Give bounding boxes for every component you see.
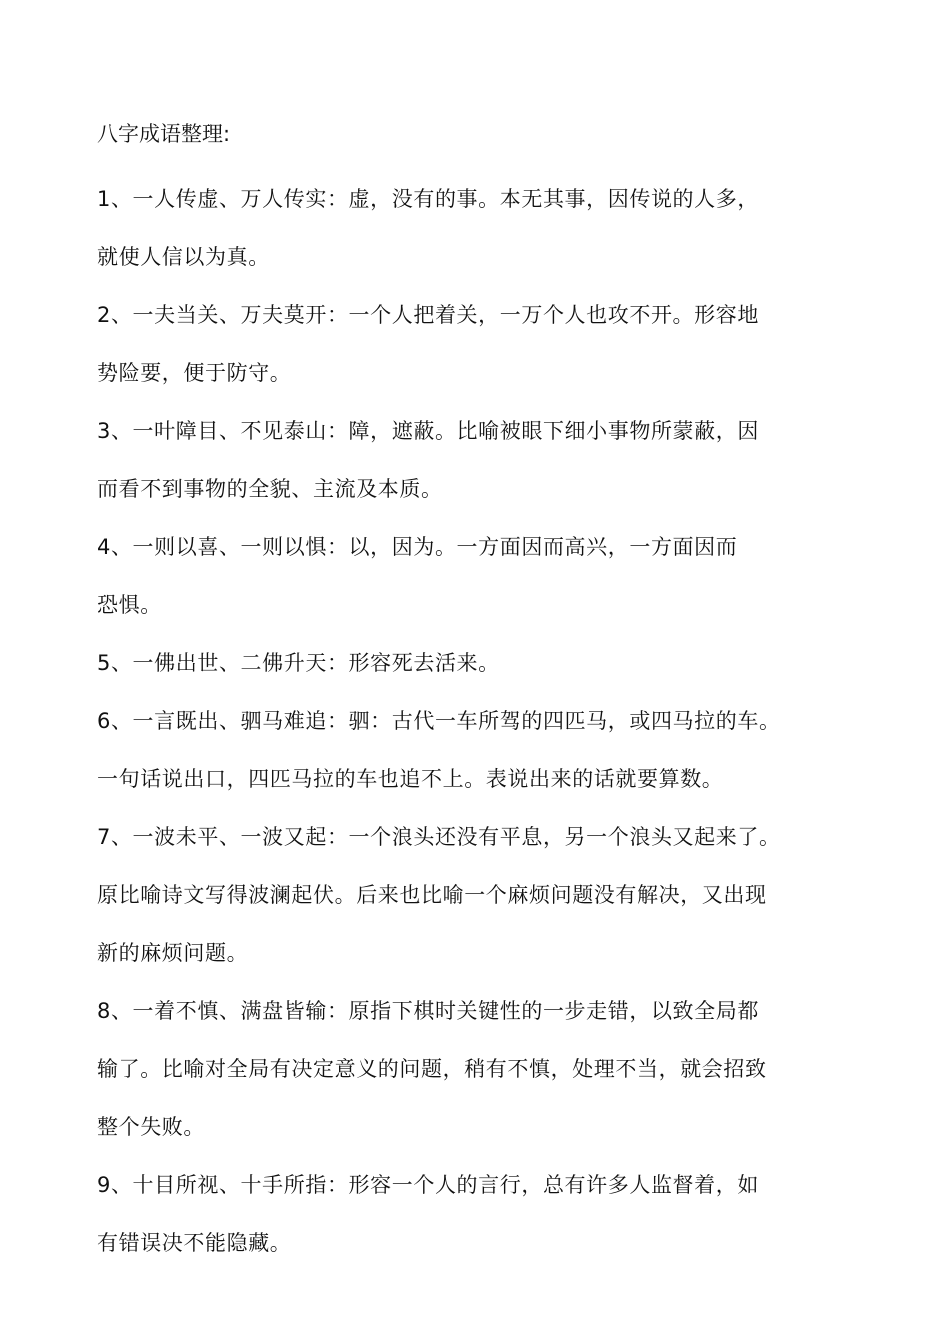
entry-line: 1、一人传虚、万人传实：虚，没有的事。本无其事，因传说的人多， (97, 187, 759, 211)
entry-line: 而看不到事物的全貌、主流及本质。 (97, 477, 443, 501)
entry-line: 恐惧。 (97, 593, 162, 617)
entry-line: 新的麻烦问题。 (97, 941, 249, 965)
idiom-entry-2 (97, 286, 867, 402)
entry-line: 2、一夫当关、万夫莫开：一个人把着关，一万个人也攻不开。形容地 (97, 303, 759, 327)
entry-line: 4、一则以喜、一则以惧：以，因为。一方面因而高兴，一方面因而 (97, 535, 738, 559)
entry-line: 5、一佛出世、二佛升天：形容死去活来。 (97, 651, 500, 675)
idiom-entry-5 (97, 634, 867, 692)
entry-line: 9、十目所视、十手所指：形容一个人的言行，总有许多人监督着，如 (97, 1173, 759, 1197)
idiom-entry-4 (97, 518, 867, 634)
entry-line: 就使人信以为真。 (97, 245, 270, 269)
document-title: 八字成语整理: (97, 122, 231, 146)
entry-line: 6、一言既出、驷马难追：驷：古代一车所驾的四匹马，或四马拉的车。 (97, 709, 781, 733)
idiom-entry-6 (97, 692, 867, 808)
idiom-entry-9 (97, 1156, 867, 1272)
entry-line: 整个失败。 (97, 1115, 205, 1139)
entry-line: 势险要，便于防守。 (97, 361, 292, 385)
idiom-entry-7 (97, 808, 867, 982)
idiom-entry-3 (97, 402, 867, 518)
entry-line: 有错误决不能隐藏。 (97, 1231, 292, 1255)
entry-line: 输了。比喻对全局有决定意义的问题，稍有不慎，处理不当，就会招致 (97, 1057, 767, 1081)
entry-line: 原比喻诗文写得波澜起伏。后来也比喻一个麻烦问题没有解决，又出现 (97, 883, 767, 907)
document-page (97, 112, 867, 1272)
entry-line: 7、一波未平、一波又起：一个浪头还没有平息，另一个浪头又起来了。 (97, 825, 781, 849)
idiom-entry-1 (97, 170, 867, 286)
entry-line: 8、一着不慎、满盘皆输：原指下棋时关键性的一步走错，以致全局都 (97, 999, 759, 1023)
entry-line: 3、一叶障目、不见泰山：障，遮蔽。比喻被眼下细小事物所蒙蔽，因 (97, 419, 759, 443)
entry-line: 一句话说出口，四匹马拉的车也追不上。表说出来的话就要算数。 (97, 767, 724, 791)
idiom-entry-8 (97, 982, 867, 1156)
